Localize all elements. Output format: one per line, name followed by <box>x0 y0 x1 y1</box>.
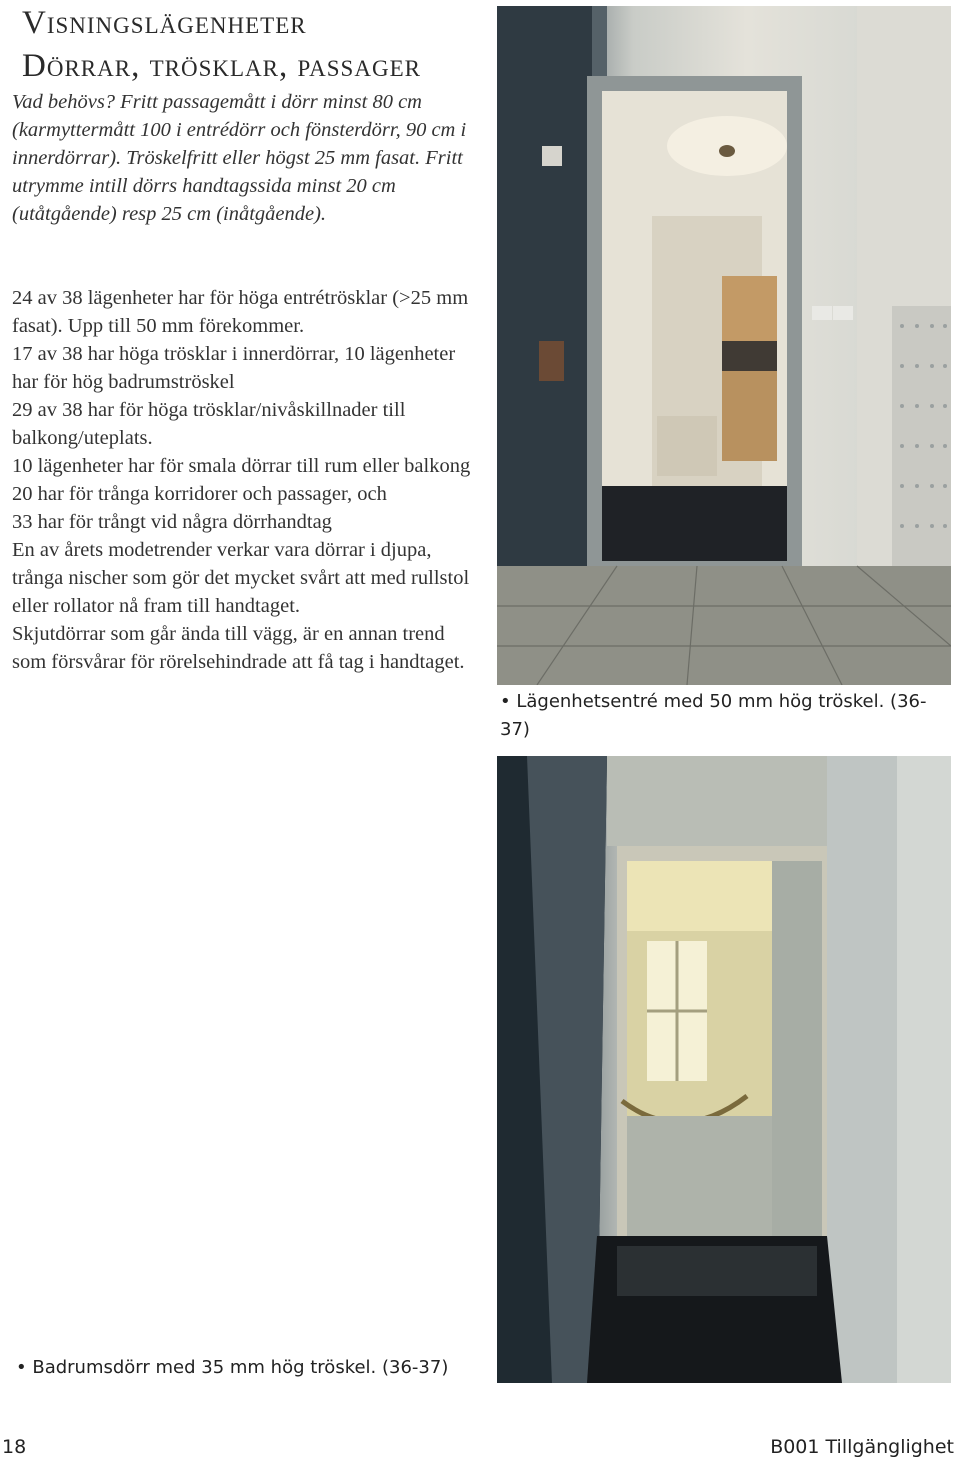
paragraph-entry-thresholds: 24 av 38 lägenheter har för höga entrétrösklar (>25 mm fasat). Upp till 50 mm förekommer. <box>12 287 469 337</box>
paragraph-narrow-corridors: 20 har för trånga korridorer och passager, och <box>12 483 387 505</box>
photo-caption-entrance: • Lägenhetsentré med 50 mm hög tröskel. (36-37) <box>500 691 927 740</box>
paragraph-balcony-thresholds: 29 av 38 har för höga trösklar/nivåskillnader till balkong/uteplats. <box>12 399 406 449</box>
paragraph-narrow-doors: 10 lägenheter har för smala dörrar till rum eller balkong <box>12 455 471 477</box>
photo-caption-bathroom: • Badrumsdörr med 35 mm hög tröskel. (36-37) <box>16 1357 449 1378</box>
page-title-line-2: Dörrar, trösklar, passager <box>22 48 421 84</box>
intro-paragraph: Vad behövs? Fritt passagemått i dörr minst 80 cm (karmyttermått 100 i entrédörr och fönsterdörr, 90 cm i innerdörrar). Tröskelfritt eller högst 25 mm fasat. Fritt utrymme intill dörrs handtagssida minst 20 cm (utåtgående) resp 25 cm (inåtgående). <box>12 91 467 225</box>
paragraph-door-handles: 33 har för trångt vid några dörrhandtag <box>12 511 332 533</box>
paragraph-inner-thresholds: 17 av 38 har höga trösklar i innerdörrar, 10 lägenheter har för hög badrumströskel <box>12 343 456 393</box>
footer-document-title: B001 Tillgänglighet <box>770 1436 954 1458</box>
paragraph-sliding-doors: Skjutdörrar som går ända till vägg, är en annan trend som försvårar för rörelsehindrade att få tag i handtaget. <box>12 623 465 673</box>
bathroom-door-photo <box>497 756 951 1383</box>
paragraph-deep-niches: En av årets modetrender verkar vara dörrar i djupa, trånga nischer som gör det mycket svårt att med rullstol eller rollator nå fram till handtaget. <box>12 539 470 617</box>
page-title-line-1: Visningslägenheter <box>22 5 307 41</box>
entrance-door-photo <box>497 6 951 685</box>
body-text <box>12 284 474 676</box>
page-number: 18 <box>2 1436 27 1458</box>
